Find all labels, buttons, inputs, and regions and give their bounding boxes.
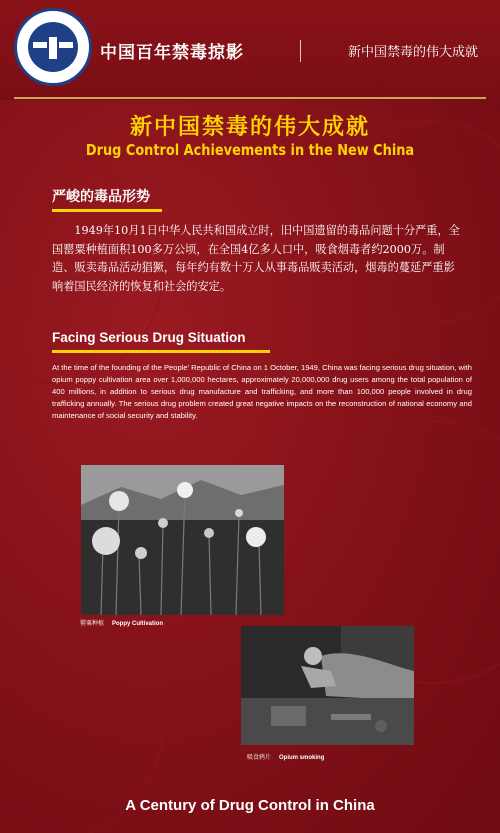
opium-smoking-illustration: [241, 626, 414, 745]
wing-icon: [59, 42, 73, 48]
footer-title: A Century of Drug Control in China: [125, 797, 375, 814]
page-title-en: Drug Control Achievements in the New China: [85, 141, 415, 159]
header-bar: [0, 0, 500, 100]
section-heading-cn: 严峻的毒品形势: [52, 189, 150, 205]
poppy-field-illustration: [81, 465, 284, 615]
section-body-en: At the time of the founding of the People' Republic of China on 1 October, 1949, China was facing serious drug situation, with opium poppy cultivation area over 1,000,000 hectares, approximately 20,000,000 drug users among the total population of 400 millions, in addition to serious drug manufacture and trafficking, and more than 100,000 people involved in drug trafficking annually. The serious drug problem created great negative impacts on the reconstruction of national economy and maintenance of social security and stability.: [52, 363, 472, 420]
section-body-cn: 1949年10月1日中华人民共和国成立时，旧中国遗留的毒品问题十分严重，全国罂粟种植面积100多万公顷，在全国4亿多人口中，吸食烟毒者约2000万。制造、贩卖毒品活动猖獗，每年约有数十万人从事毒品贩卖活动，烟毒的蔓延严重影响着国民经济的恢复和社会的安定。: [52, 224, 460, 293]
commission-logo: [14, 8, 92, 86]
logo-emblem: [28, 22, 78, 72]
caption-cn: 吸食鸦片: [247, 754, 272, 761]
photo-caption: [247, 752, 324, 761]
photo-caption: [80, 618, 163, 627]
header-underline: [14, 97, 486, 99]
sword-icon: [49, 37, 57, 59]
opium-smoking-photo: [241, 626, 414, 745]
header-divider: [300, 40, 301, 62]
caption-cn: 罂粟种植: [80, 620, 105, 627]
section-heading-underline: [52, 350, 270, 353]
series-title: 中国百年禁毒掠影: [100, 43, 244, 63]
wing-icon: [33, 42, 47, 48]
caption-en: Opium smoking: [279, 755, 325, 761]
caption-en: Poppy Cultivation: [112, 621, 164, 627]
section-heading-underline: [52, 209, 162, 212]
page-title-cn: 新中国禁毒的伟大成就: [129, 114, 370, 140]
section-title: 新中国禁毒的伟大成就: [347, 45, 478, 60]
section-heading-en: Facing Serious Drug Situation: [52, 330, 246, 345]
poppy-cultivation-photo: [81, 465, 284, 615]
